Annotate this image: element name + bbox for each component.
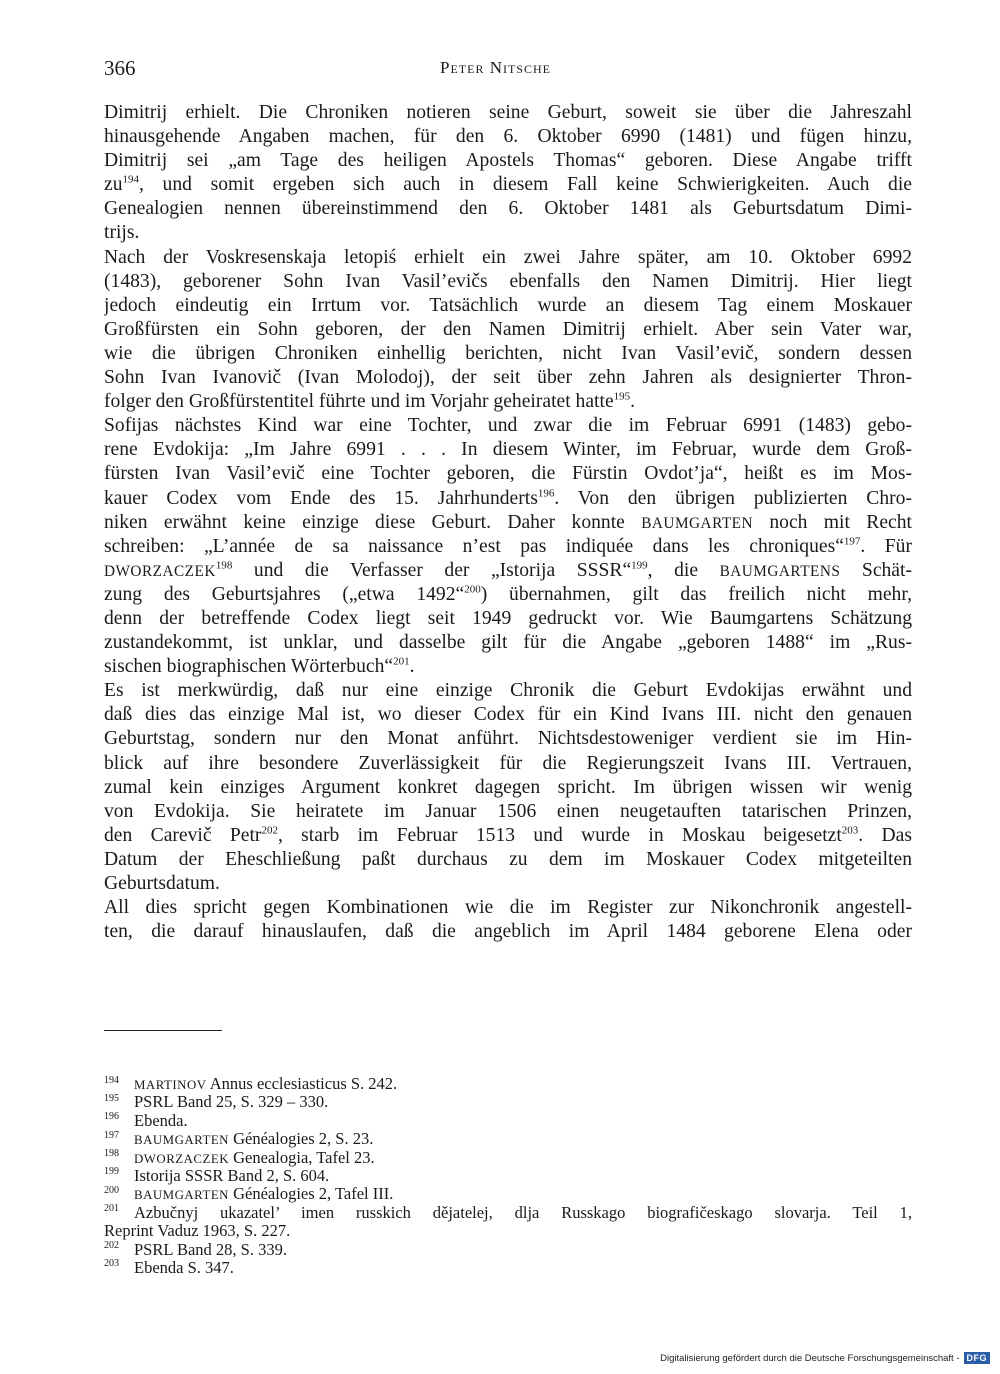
footnote: 196 Ebenda. [104, 1111, 188, 1130]
text-run: kauer Codex vom Ende des 15. Jahrhunderts [104, 487, 538, 509]
body-line [104, 125, 912, 149]
body-line [104, 221, 912, 245]
body-line [104, 462, 912, 486]
dfg-logo-icon: DFG [964, 1352, 991, 1364]
text-run: Großfürsten ein Sohn geboren, der den Namen Dimitrij erhielt. Aber sein Vater war, [104, 318, 912, 340]
body-line [104, 679, 912, 703]
body-line [104, 535, 912, 559]
text-run: trijs. [104, 222, 140, 244]
text-run: Dimitrij erhielt. Die Chroniken notieren seine Geburt, soweit sie über die Jahreszahl [104, 102, 912, 123]
footnote-author: BAUMGARTEN [134, 1133, 229, 1148]
footnote-text: Annus ecclesiasticus S. 242. [206, 1075, 398, 1093]
footnote-ref: 198 [215, 559, 233, 572]
footnote-ref: 202 [261, 824, 278, 837]
text-run: , die [647, 559, 720, 581]
text-run: All dies spricht gegen Kombinationen wie die im Register zur Nikonchronik angestell- [104, 897, 912, 919]
text-run: Schät- [840, 559, 912, 581]
text-run: Genealogien nennen übereinstimmend den 6. Oktober 1481 als Geburtsdatum Dimi- [104, 198, 912, 220]
footnote-ref: 200 [464, 583, 481, 596]
footnote: 198 DWORZACZEK Genealogia, Tafel 23. [104, 1148, 375, 1167]
text-run: Datum der Eheschließung paßt durchaus zu dem im Moskauer Codex mitgeteilten [104, 848, 912, 870]
page-number: 366 [104, 56, 136, 80]
body-line [104, 872, 912, 896]
text-run: blick auf ihre besondere Zuverlässigkeit für die Regierungszeit Ivans III. Vertrauen, [104, 752, 912, 774]
footnote-text: Généalogies 2, Tafel III. [228, 1185, 394, 1204]
body-line [104, 414, 912, 438]
body-line [104, 197, 912, 221]
text-run: Geburtsdatum. [104, 873, 220, 894]
text-run: . Das [858, 824, 912, 846]
footnote: 200 BAUMGARTEN Généalogies 2, Tafel III. [104, 1185, 394, 1204]
text-run: . [409, 656, 415, 678]
body-line [104, 655, 912, 679]
text-run: daß dies das einzige Mal ist, wo dieser Codex für ein Kind Ivans III. nicht den genauen [104, 704, 912, 726]
text-run: denn der betreffende Codex liegt seit 1949 gedruckt vor. Wie Baumgartens Schätzung [104, 607, 912, 629]
text-run: Geburtstag, sondern nur den Monat anführt. Nichtsdestoweniger verdient sie im Hin- [104, 728, 912, 750]
body-line [104, 390, 912, 414]
text-run: rene Evdokija: „Im Jahre 6991 . . . In diesem Winter, im Februar, wurde dem Groß- [104, 439, 912, 461]
footnote-ref: 196 [537, 486, 555, 499]
dfg-credit [660, 1352, 990, 1364]
footnote-ref: 199 [631, 559, 648, 572]
text-run: schreiben: „L’année de sa naissance n’est pas indiquée dans les chroniques“ [104, 535, 844, 557]
footnote-ref: 194 [122, 173, 139, 186]
body-line [104, 246, 912, 270]
footnote-text: Ebenda S. 347. [134, 1258, 234, 1277]
text-run: Sohn Ivan Ivanovič (Ivan Molodoj), der seit über zehn Jahren als designierter Thron- [104, 367, 912, 389]
footnote-ref: 195 [613, 390, 631, 403]
footnote-text: Reprint Vaduz 1963, S. 227. [104, 1222, 291, 1241]
text-run: wie die übrigen Chroniken einhellig berichten, nicht Ivan Vasil’evič, sondern dessen [104, 342, 912, 364]
footnote: 202 PSRL Band 28, S. 339. [104, 1240, 287, 1259]
text-run: sischen biographischen Wörterbuch“ [104, 656, 394, 678]
footnote-text: Azbučnyj ukazatel’ imen russkich dějatelej, dlja Russkago biografičeskago slovarja. Teil 1, [134, 1203, 912, 1222]
text-run: hinausgehende Angaben machen, für den 6. Oktober 6990 (1481) und fügen hinzu, [104, 126, 912, 148]
text-run: (1483), geborener Sohn Ivan Vasil’evičs ebenfalls den Namen Dimitrij. Hier liegt [104, 270, 912, 292]
body-line [104, 583, 912, 607]
text-run: Dimitrij sei „am Tage des heiligen Apostels Thomas“ geboren. Diese Angabe trifft [104, 150, 912, 172]
body-line [104, 559, 912, 583]
footnote-author: BAUMGARTEN [134, 1188, 229, 1203]
body-line [104, 752, 912, 776]
text-run: und die Verfasser der „Istorija SSSR“ [232, 559, 632, 581]
text-run: zu [104, 174, 123, 196]
author-name: DWORZACZEK [104, 562, 216, 580]
body-line [104, 631, 912, 655]
footnote-text: PSRL Band 25, S. 329 – 330. [134, 1093, 329, 1112]
text-run: , und somit ergeben sich auch in diesem Fall keine Schwierigkeiten. Auch die [139, 174, 912, 196]
text-run: niken erwähnt keine einzige diese Geburt. Daher konnte [104, 511, 642, 533]
body-line [104, 727, 912, 751]
text-run: fürsten Ivan Vasil’evič eine Tochter geboren, die Fürstin Ovdot’ja“, heißt es im Mos- [104, 463, 912, 485]
body-text [104, 101, 912, 944]
body-line [104, 511, 912, 535]
body-line [104, 101, 912, 125]
author-name: BAUMGARTENS [719, 562, 841, 580]
body-line [104, 824, 912, 848]
footnote: 197 BAUMGARTEN Généalogies 2, S. 23. [104, 1130, 374, 1149]
text-run: von Evdokija. Sie heiratete im Januar 1506 einen neugetauften tatarischen Prinzen, [104, 800, 912, 822]
text-run: . [630, 391, 636, 413]
text-run: folger den Großfürstentitel führte und im Vorjahr geheiratet hatte [104, 391, 614, 413]
text-run: jedoch eindeutig ein Irrtum vor. Tatsächlich wurde an diesem Tag einem Moskauer [104, 294, 912, 316]
footnote-rule [104, 1030, 222, 1031]
footnote-text: PSRL Band 28, S. 339. [134, 1240, 287, 1259]
credit-text: Digitalisierung gefördert durch die Deutsche Forschungsgemeinschaft - [660, 1352, 960, 1364]
body-line [104, 173, 912, 197]
text-run: Nach der Voskresenskaja letopiś erhielt ein zwei Jahre später, am 10. Oktober 6992 [104, 246, 912, 268]
body-line [104, 438, 912, 462]
footnote: 194 MARTINOV Annus ecclesiasticus S. 242. [104, 1075, 398, 1093]
text-run: zung des Geburtsjahres („etwa 1492“ [104, 583, 465, 605]
text-run: . Für [860, 535, 912, 557]
footnote-text: Généalogies 2, S. 23. [228, 1130, 374, 1149]
footnotes [104, 1075, 912, 1277]
text-run: ) übernahmen, gilt das freilich nicht mehr, [480, 583, 912, 605]
footnote-text: Genealogia, Tafel 23. [229, 1148, 375, 1167]
body-line [104, 342, 912, 366]
footnote-ref: 203 [841, 824, 859, 837]
body-line [104, 920, 912, 944]
body-line [104, 703, 912, 727]
body-line [104, 149, 912, 173]
text-run: noch mit Recht [753, 511, 912, 533]
text-run: , starb im Februar 1513 und wurde in Moskau beigesetzt [277, 824, 842, 846]
body-line [104, 366, 912, 390]
body-line [104, 800, 912, 824]
body-line [104, 294, 912, 318]
running-head: Peter Nitsche [440, 58, 551, 77]
text-run: Sofijas nächstes Kind war eine Tochter, und zwar die im Februar 6991 (1483) gebo- [104, 415, 912, 437]
footnote-ref: 197 [843, 535, 861, 548]
text-run: zustandekommt, ist unklar, und dasselbe gilt für die Angabe „geboren 1488“ im „Rus- [104, 632, 912, 654]
text-run: zumal kein einziges Argument konkret dagegen spricht. Im übrigen wissen wir wenig [104, 776, 912, 798]
footnote-author: MARTINOV [134, 1078, 207, 1092]
body-line [104, 318, 912, 342]
body-line [104, 270, 912, 294]
footnote: 201 Azbučnyj ukazatel’ imen russkich dějatelej, dlja Russkago biografičeskago slovarja. Teil 1, [104, 1203, 912, 1222]
footnote [104, 1222, 912, 1240]
text-run: . Von den übrigen publizierten Chro- [554, 487, 912, 509]
footnote: 195 PSRL Band 25, S. 329 – 330. [104, 1093, 329, 1112]
footnote: 199 Istorija SSSR Band 2, S. 604. [104, 1166, 330, 1185]
body-line [104, 896, 912, 920]
footnote-text: Istorija SSSR Band 2, S. 604. [134, 1166, 330, 1185]
text-run: den Carevič Petr [104, 824, 262, 846]
text-run: ten, die darauf hinauslaufen, daß die angeblich im April 1484 geborene Elena oder [104, 921, 912, 943]
body-line [104, 776, 912, 800]
footnote-text: Ebenda. [134, 1111, 188, 1130]
body-line [104, 607, 912, 631]
footnote-author: DWORZACZEK [134, 1151, 230, 1166]
text-run: Es ist merkwürdig, daß nur eine einzige Chronik die Geburt Evdokijas erwähnt und [104, 680, 912, 702]
footnote: 203 Ebenda S. 347. [104, 1258, 234, 1277]
body-line [104, 487, 912, 511]
footnote-ref: 201 [393, 655, 410, 668]
author-name: BAUMGARTEN [641, 514, 754, 532]
body-line [104, 848, 912, 872]
